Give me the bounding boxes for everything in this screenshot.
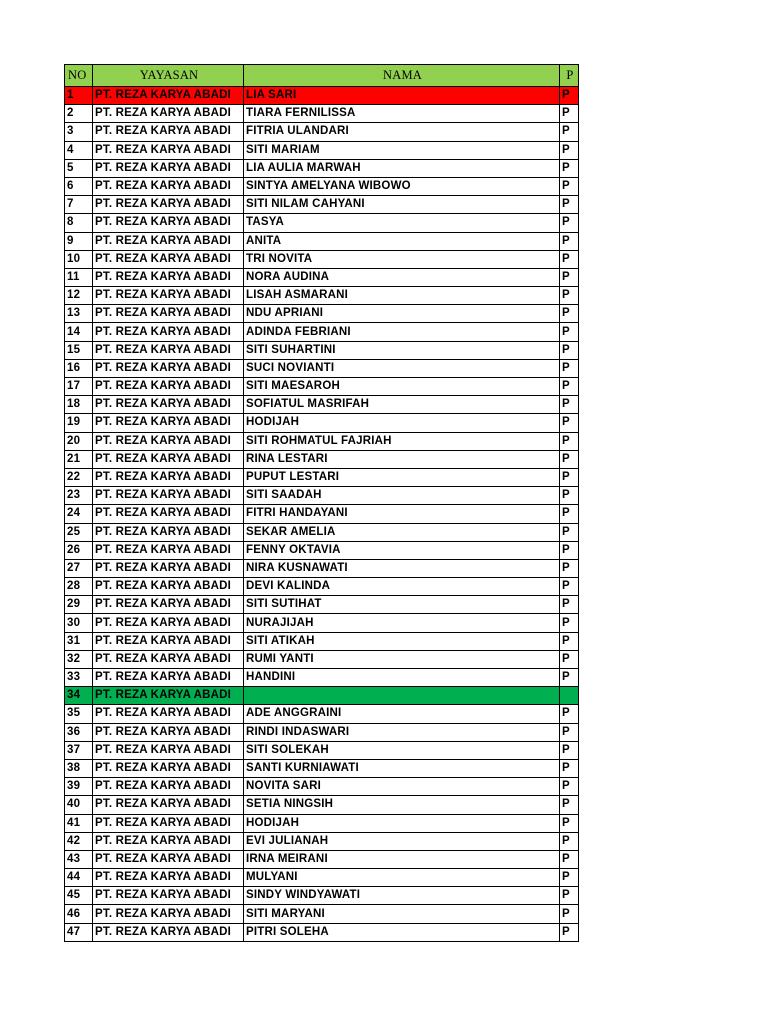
table-row bbox=[65, 923, 579, 941]
cell-no[interactable]: 3 bbox=[65, 123, 93, 141]
header-nama[interactable]: NAMA bbox=[244, 65, 560, 87]
cell-nama[interactable]: SITI MARIAM bbox=[244, 141, 560, 159]
cell-nama[interactable]: PUPUT LESTARI bbox=[244, 468, 560, 486]
cell-yayasan[interactable]: PT. REZA KARYA ABADI bbox=[93, 759, 244, 777]
cell-p[interactable]: P bbox=[560, 414, 579, 432]
cell-yayasan[interactable]: PT. REZA KARYA ABADI bbox=[93, 123, 244, 141]
cell-yayasan[interactable]: PT. REZA KARYA ABADI bbox=[93, 505, 244, 523]
cell-yayasan[interactable]: PT. REZA KARYA ABADI bbox=[93, 741, 244, 759]
cell-nama[interactable]: HANDINI bbox=[244, 669, 560, 687]
cell-nama[interactable]: NORA AUDINA bbox=[244, 268, 560, 286]
cell-no[interactable]: 44 bbox=[65, 869, 93, 887]
cell-p[interactable]: P bbox=[560, 505, 579, 523]
cell-nama[interactable]: RINDI INDASWARI bbox=[244, 723, 560, 741]
cell-nama[interactable]: EVI JULIANAH bbox=[244, 832, 560, 850]
table-row bbox=[65, 487, 579, 505]
cell-p[interactable]: P bbox=[560, 250, 579, 268]
data-table bbox=[64, 64, 579, 942]
cell-p[interactable]: P bbox=[560, 850, 579, 868]
cell-nama[interactable]: HODIJAH bbox=[244, 814, 560, 832]
table-row bbox=[65, 468, 579, 486]
cell-yayasan[interactable]: PT. REZA KARYA ABADI bbox=[93, 214, 244, 232]
cell-no[interactable]: 1 bbox=[65, 87, 93, 105]
table-row bbox=[65, 287, 579, 305]
cell-nama[interactable]: ANITA bbox=[244, 232, 560, 250]
cell-nama[interactable]: PITRI SOLEHA bbox=[244, 923, 560, 941]
table-row bbox=[65, 596, 579, 614]
cell-p[interactable]: P bbox=[560, 723, 579, 741]
cell-yayasan[interactable]: PT. REZA KARYA ABADI bbox=[93, 541, 244, 559]
table-row bbox=[65, 559, 579, 577]
cell-nama[interactable]: TASYA bbox=[244, 214, 560, 232]
table-row bbox=[65, 523, 579, 541]
cell-nama[interactable]: SITI SUTIHAT bbox=[244, 596, 560, 614]
cell-nama[interactable]: RINA LESTARI bbox=[244, 450, 560, 468]
cell-nama[interactable]: SITI MARYANI bbox=[244, 905, 560, 923]
cell-p[interactable]: P bbox=[560, 869, 579, 887]
table-row bbox=[65, 305, 579, 323]
table-body bbox=[65, 87, 579, 942]
cell-nama[interactable]: SITI MAESAROH bbox=[244, 378, 560, 396]
cell-p[interactable]: P bbox=[560, 523, 579, 541]
table-row bbox=[65, 341, 579, 359]
cell-yayasan[interactable]: PT. REZA KARYA ABADI bbox=[93, 887, 244, 905]
cell-nama[interactable]: NIRA KUSNAWATI bbox=[244, 559, 560, 577]
cell-p[interactable]: P bbox=[560, 105, 579, 123]
cell-p[interactable]: P bbox=[560, 832, 579, 850]
cell-yayasan[interactable]: PT. REZA KARYA ABADI bbox=[93, 378, 244, 396]
cell-p[interactable]: P bbox=[560, 123, 579, 141]
cell-nama[interactable]: MULYANI bbox=[244, 869, 560, 887]
table-row bbox=[65, 196, 579, 214]
table-row bbox=[65, 887, 579, 905]
cell-nama[interactable]: LISAH ASMARANI bbox=[244, 287, 560, 305]
cell-p[interactable]: P bbox=[560, 432, 579, 450]
cell-p[interactable]: P bbox=[560, 378, 579, 396]
cell-no[interactable]: 13 bbox=[65, 305, 93, 323]
cell-yayasan[interactable]: PT. REZA KARYA ABADI bbox=[93, 414, 244, 432]
cell-yayasan[interactable]: PT. REZA KARYA ABADI bbox=[93, 650, 244, 668]
cell-yayasan[interactable]: PT. REZA KARYA ABADI bbox=[93, 559, 244, 577]
cell-nama[interactable]: SITI SAADAH bbox=[244, 487, 560, 505]
cell-no[interactable]: 18 bbox=[65, 396, 93, 414]
cell-p[interactable]: P bbox=[560, 741, 579, 759]
cell-p[interactable]: P bbox=[560, 487, 579, 505]
cell-nama[interactable]: LIA AULIA MARWAH bbox=[244, 159, 560, 177]
cell-yayasan[interactable]: PT. REZA KARYA ABADI bbox=[93, 159, 244, 177]
cell-no[interactable]: 5 bbox=[65, 159, 93, 177]
cell-p[interactable]: P bbox=[560, 778, 579, 796]
cell-yayasan[interactable]: PT. REZA KARYA ABADI bbox=[93, 614, 244, 632]
cell-p[interactable]: P bbox=[560, 396, 579, 414]
table-row bbox=[65, 578, 579, 596]
cell-nama[interactable]: FENNY OKTAVIA bbox=[244, 541, 560, 559]
cell-yayasan[interactable]: PT. REZA KARYA ABADI bbox=[93, 87, 244, 105]
cell-p[interactable]: P bbox=[560, 87, 579, 105]
table-row bbox=[65, 378, 579, 396]
cell-p[interactable]: P bbox=[560, 559, 579, 577]
cell-no[interactable]: 2 bbox=[65, 105, 93, 123]
cell-p[interactable]: P bbox=[560, 669, 579, 687]
cell-p[interactable]: P bbox=[560, 705, 579, 723]
cell-yayasan[interactable]: PT. REZA KARYA ABADI bbox=[93, 141, 244, 159]
cell-yayasan[interactable]: PT. REZA KARYA ABADI bbox=[93, 468, 244, 486]
cell-yayasan[interactable]: PT. REZA KARYA ABADI bbox=[93, 596, 244, 614]
cell-no[interactable]: 4 bbox=[65, 141, 93, 159]
cell-nama[interactable]: SINTYA AMELYANA WIBOWO bbox=[244, 177, 560, 195]
cell-no[interactable]: 22 bbox=[65, 468, 93, 486]
header-p[interactable]: P bbox=[560, 65, 579, 87]
cell-yayasan[interactable]: PT. REZA KARYA ABADI bbox=[93, 396, 244, 414]
cell-no[interactable]: 8 bbox=[65, 214, 93, 232]
table-row bbox=[65, 759, 579, 777]
cell-nama[interactable]: SANTI KURNIAWATI bbox=[244, 759, 560, 777]
table-row bbox=[65, 687, 579, 705]
cell-yayasan[interactable]: PT. REZA KARYA ABADI bbox=[93, 232, 244, 250]
cell-no[interactable]: 31 bbox=[65, 632, 93, 650]
cell-nama[interactable]: RUMI YANTI bbox=[244, 650, 560, 668]
cell-no[interactable]: 6 bbox=[65, 177, 93, 195]
cell-p[interactable]: P bbox=[560, 359, 579, 377]
header-no[interactable]: NO bbox=[65, 65, 93, 87]
table-row bbox=[65, 705, 579, 723]
cell-yayasan[interactable]: PT. REZA KARYA ABADI bbox=[93, 687, 244, 705]
cell-yayasan[interactable]: PT. REZA KARYA ABADI bbox=[93, 869, 244, 887]
cell-p[interactable]: P bbox=[560, 650, 579, 668]
cell-nama[interactable]: ADINDA FEBRIANI bbox=[244, 323, 560, 341]
cell-yayasan[interactable]: PT. REZA KARYA ABADI bbox=[93, 359, 244, 377]
cell-nama[interactable]: SITI ROHMATUL FAJRIAH bbox=[244, 432, 560, 450]
cell-nama[interactable]: FITRIA ULANDARI bbox=[244, 123, 560, 141]
cell-yayasan[interactable]: PT. REZA KARYA ABADI bbox=[93, 705, 244, 723]
cell-p[interactable]: P bbox=[560, 887, 579, 905]
cell-yayasan[interactable]: PT. REZA KARYA ABADI bbox=[93, 832, 244, 850]
cell-no[interactable]: 34 bbox=[65, 687, 93, 705]
cell-nama[interactable]: IRNA MEIRANI bbox=[244, 850, 560, 868]
cell-yayasan[interactable]: PT. REZA KARYA ABADI bbox=[93, 450, 244, 468]
header-row bbox=[65, 65, 579, 87]
table-row bbox=[65, 432, 579, 450]
cell-no[interactable]: 17 bbox=[65, 378, 93, 396]
cell-no[interactable]: 30 bbox=[65, 614, 93, 632]
cell-yayasan[interactable]: PT. REZA KARYA ABADI bbox=[93, 196, 244, 214]
cell-p[interactable]: P bbox=[560, 141, 579, 159]
cell-no[interactable]: 38 bbox=[65, 759, 93, 777]
cell-p[interactable]: P bbox=[560, 541, 579, 559]
table-row bbox=[65, 723, 579, 741]
cell-p[interactable]: P bbox=[560, 759, 579, 777]
cell-nama[interactable]: TIARA FERNILISSA bbox=[244, 105, 560, 123]
cell-no[interactable]: 33 bbox=[65, 669, 93, 687]
cell-p[interactable] bbox=[560, 687, 579, 705]
cell-no[interactable]: 46 bbox=[65, 905, 93, 923]
cell-no[interactable]: 10 bbox=[65, 250, 93, 268]
cell-nama[interactable]: LIA SARI bbox=[244, 87, 560, 105]
cell-no[interactable]: 25 bbox=[65, 523, 93, 541]
table-row bbox=[65, 669, 579, 687]
table-row bbox=[65, 123, 579, 141]
table-row bbox=[65, 414, 579, 432]
cell-yayasan[interactable]: PT. REZA KARYA ABADI bbox=[93, 578, 244, 596]
cell-p[interactable]: P bbox=[560, 905, 579, 923]
cell-no[interactable]: 32 bbox=[65, 650, 93, 668]
cell-no[interactable]: 35 bbox=[65, 705, 93, 723]
cell-nama[interactable]: NOVITA SARI bbox=[244, 778, 560, 796]
table-row bbox=[65, 741, 579, 759]
table-row bbox=[65, 177, 579, 195]
cell-yayasan[interactable]: PT. REZA KARYA ABADI bbox=[93, 105, 244, 123]
table-row bbox=[65, 869, 579, 887]
cell-no[interactable]: 9 bbox=[65, 232, 93, 250]
table-row bbox=[65, 214, 579, 232]
cell-no[interactable]: 23 bbox=[65, 487, 93, 505]
cell-p[interactable]: P bbox=[560, 177, 579, 195]
cell-yayasan[interactable]: PT. REZA KARYA ABADI bbox=[93, 669, 244, 687]
table-row bbox=[65, 778, 579, 796]
cell-p[interactable]: P bbox=[560, 796, 579, 814]
table-row bbox=[65, 614, 579, 632]
cell-p[interactable]: P bbox=[560, 305, 579, 323]
cell-no[interactable]: 36 bbox=[65, 723, 93, 741]
cell-nama[interactable]: HODIJAH bbox=[244, 414, 560, 432]
cell-yayasan[interactable]: PT. REZA KARYA ABADI bbox=[93, 523, 244, 541]
cell-yayasan[interactable]: PT. REZA KARYA ABADI bbox=[93, 323, 244, 341]
cell-nama[interactable]: SINDY WINDYAWATI bbox=[244, 887, 560, 905]
table-row bbox=[65, 505, 579, 523]
cell-p[interactable]: P bbox=[560, 323, 579, 341]
table-row bbox=[65, 905, 579, 923]
cell-p[interactable]: P bbox=[560, 341, 579, 359]
cell-yayasan[interactable]: PT. REZA KARYA ABADI bbox=[93, 287, 244, 305]
cell-no[interactable]: 26 bbox=[65, 541, 93, 559]
cell-yayasan[interactable]: PT. REZA KARYA ABADI bbox=[93, 796, 244, 814]
cell-no[interactable]: 12 bbox=[65, 287, 93, 305]
table-row bbox=[65, 796, 579, 814]
cell-no[interactable]: 41 bbox=[65, 814, 93, 832]
cell-nama[interactable]: FITRI HANDAYANI bbox=[244, 505, 560, 523]
cell-yayasan[interactable]: PT. REZA KARYA ABADI bbox=[93, 632, 244, 650]
table-row bbox=[65, 250, 579, 268]
table-row bbox=[65, 141, 579, 159]
cell-p[interactable]: P bbox=[560, 232, 579, 250]
cell-nama[interactable]: SITI SUHARTINI bbox=[244, 341, 560, 359]
cell-yayasan[interactable]: PT. REZA KARYA ABADI bbox=[93, 923, 244, 941]
table-row bbox=[65, 159, 579, 177]
cell-no[interactable]: 43 bbox=[65, 850, 93, 868]
cell-nama[interactable]: SEKAR AMELIA bbox=[244, 523, 560, 541]
cell-no[interactable]: 28 bbox=[65, 578, 93, 596]
table-row bbox=[65, 541, 579, 559]
cell-p[interactable]: P bbox=[560, 450, 579, 468]
cell-nama[interactable]: SITI ATIKAH bbox=[244, 632, 560, 650]
cell-p[interactable]: P bbox=[560, 578, 579, 596]
cell-no[interactable]: 47 bbox=[65, 923, 93, 941]
table-row bbox=[65, 450, 579, 468]
table-row bbox=[65, 232, 579, 250]
cell-yayasan[interactable]: PT. REZA KARYA ABADI bbox=[93, 268, 244, 286]
cell-nama[interactable]: NDU APRIANI bbox=[244, 305, 560, 323]
cell-no[interactable]: 40 bbox=[65, 796, 93, 814]
cell-yayasan[interactable]: PT. REZA KARYA ABADI bbox=[93, 432, 244, 450]
cell-yayasan[interactable]: PT. REZA KARYA ABADI bbox=[93, 723, 244, 741]
table-row bbox=[65, 268, 579, 286]
cell-no[interactable]: 27 bbox=[65, 559, 93, 577]
header-yayasan[interactable]: YAYASAN bbox=[93, 65, 244, 87]
table-row bbox=[65, 359, 579, 377]
cell-nama[interactable]: NURAJIJAH bbox=[244, 614, 560, 632]
cell-yayasan[interactable]: PT. REZA KARYA ABADI bbox=[93, 778, 244, 796]
cell-p[interactable]: P bbox=[560, 159, 579, 177]
cell-nama[interactable]: SETIA NINGSIH bbox=[244, 796, 560, 814]
table-row bbox=[65, 850, 579, 868]
cell-p[interactable]: P bbox=[560, 923, 579, 941]
table-row bbox=[65, 650, 579, 668]
cell-yayasan[interactable]: PT. REZA KARYA ABADI bbox=[93, 250, 244, 268]
cell-no[interactable]: 42 bbox=[65, 832, 93, 850]
cell-no[interactable]: 14 bbox=[65, 323, 93, 341]
table-row bbox=[65, 105, 579, 123]
cell-no[interactable]: 19 bbox=[65, 414, 93, 432]
table-row bbox=[65, 87, 579, 105]
cell-nama[interactable]: SITI NILAM CAHYANI bbox=[244, 196, 560, 214]
cell-p[interactable]: P bbox=[560, 468, 579, 486]
cell-p[interactable]: P bbox=[560, 196, 579, 214]
cell-no[interactable]: 16 bbox=[65, 359, 93, 377]
cell-nama[interactable]: SUCI NOVIANTI bbox=[244, 359, 560, 377]
table-row bbox=[65, 632, 579, 650]
cell-yayasan[interactable]: PT. REZA KARYA ABADI bbox=[93, 487, 244, 505]
table-row bbox=[65, 814, 579, 832]
cell-no[interactable]: 39 bbox=[65, 778, 93, 796]
cell-p[interactable]: P bbox=[560, 814, 579, 832]
cell-nama[interactable]: DEVI KALINDA bbox=[244, 578, 560, 596]
cell-no[interactable]: 45 bbox=[65, 887, 93, 905]
cell-no[interactable]: 15 bbox=[65, 341, 93, 359]
cell-nama[interactable]: SOFIATUL MASRIFAH bbox=[244, 396, 560, 414]
cell-no[interactable]: 24 bbox=[65, 505, 93, 523]
cell-nama[interactable]: SITI SOLEKAH bbox=[244, 741, 560, 759]
cell-yayasan[interactable]: PT. REZA KARYA ABADI bbox=[93, 305, 244, 323]
cell-p[interactable]: P bbox=[560, 632, 579, 650]
cell-yayasan[interactable]: PT. REZA KARYA ABADI bbox=[93, 814, 244, 832]
cell-yayasan[interactable]: PT. REZA KARYA ABADI bbox=[93, 905, 244, 923]
cell-no[interactable]: 37 bbox=[65, 741, 93, 759]
cell-no[interactable]: 7 bbox=[65, 196, 93, 214]
table-row bbox=[65, 323, 579, 341]
cell-p[interactable]: P bbox=[560, 596, 579, 614]
cell-nama[interactable] bbox=[244, 687, 560, 705]
cell-nama[interactable]: TRI NOVITA bbox=[244, 250, 560, 268]
cell-yayasan[interactable]: PT. REZA KARYA ABADI bbox=[93, 177, 244, 195]
cell-no[interactable]: 29 bbox=[65, 596, 93, 614]
cell-nama[interactable]: ADE ANGGRAINI bbox=[244, 705, 560, 723]
cell-p[interactable]: P bbox=[560, 287, 579, 305]
cell-p[interactable]: P bbox=[560, 214, 579, 232]
cell-no[interactable]: 11 bbox=[65, 268, 93, 286]
table-row bbox=[65, 396, 579, 414]
cell-p[interactable]: P bbox=[560, 268, 579, 286]
cell-yayasan[interactable]: PT. REZA KARYA ABADI bbox=[93, 341, 244, 359]
cell-no[interactable]: 21 bbox=[65, 450, 93, 468]
cell-yayasan[interactable]: PT. REZA KARYA ABADI bbox=[93, 850, 244, 868]
cell-p[interactable]: P bbox=[560, 614, 579, 632]
table-row bbox=[65, 832, 579, 850]
cell-no[interactable]: 20 bbox=[65, 432, 93, 450]
